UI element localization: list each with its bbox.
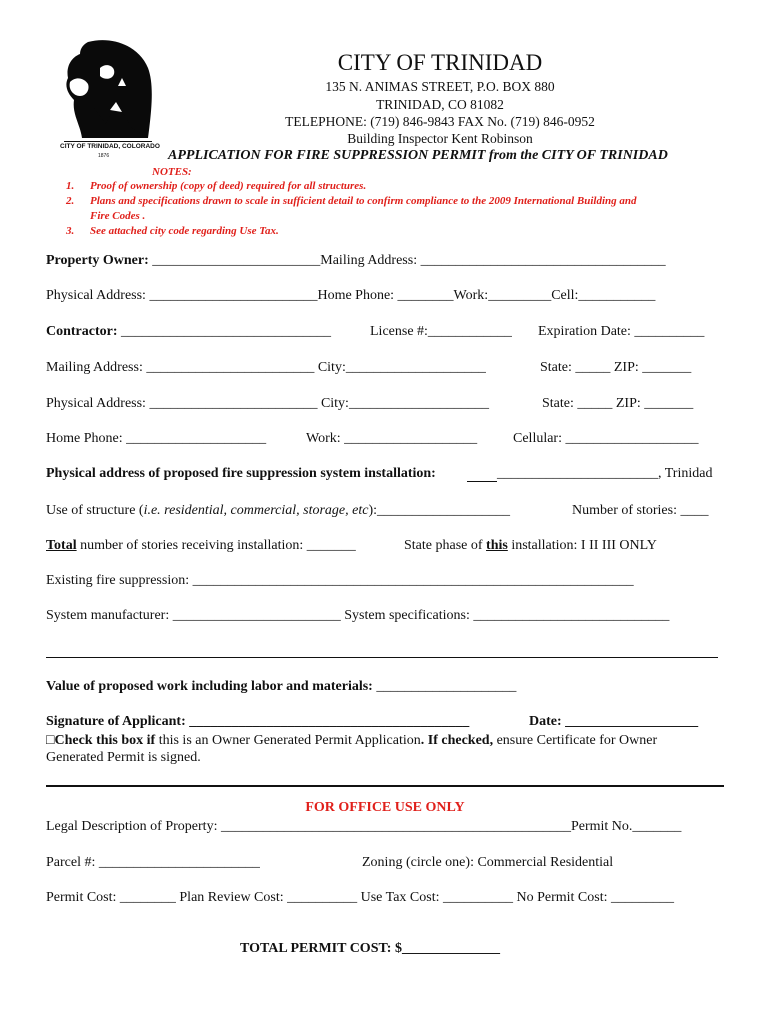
note-2-text: Plans and specifications drawn to scale in sufficient detail to confirm compliance to the 2009 International Building and	[90, 195, 637, 207]
zoning-options[interactable]: Zoning (circle one): Commercial Residential	[362, 855, 614, 870]
state-phase-row[interactable]	[404, 538, 657, 554]
expiration-date-field[interactable]: Expiration Date: __________	[538, 324, 705, 339]
total-permit-cost-label: TOTAL PERMIT COST: $	[240, 941, 402, 956]
mailing-address-field[interactable]: Mailing Address: ___________________________________	[320, 253, 666, 268]
city-title: CITY OF TRINIDAD	[337, 50, 543, 75]
signature-row[interactable]	[46, 714, 469, 730]
physical-address-row	[46, 288, 655, 304]
contractor-label: Contractor:	[46, 324, 118, 339]
total-permit-cost-row[interactable]	[240, 941, 500, 957]
contractor-field[interactable]: ______________________________	[117, 324, 332, 339]
logo-caption: CITY OF TRINIDAD, COLORADO	[60, 143, 160, 150]
use-structure-label: Use of structure (	[46, 503, 144, 518]
legal-description-field[interactable]: Legal Description of Property: __________________________________________________Permit No._______	[46, 819, 682, 834]
note-3-text: See attached city code regarding Use Tax.	[90, 225, 279, 237]
date-field[interactable]: ___________________	[561, 714, 699, 729]
if-checked-text: . If checked,	[420, 733, 494, 748]
install-address-row	[46, 466, 436, 482]
signature-label: Signature of Applicant:	[46, 714, 186, 729]
contractor-mailing-address-field[interactable]: Mailing Address: ________________________ City:____________________	[46, 360, 486, 375]
owner-generated-checkbox[interactable]: □Check this box if	[46, 733, 156, 748]
contractor-mailing-state-zip[interactable]: State: _____ ZIP: _______	[540, 360, 692, 375]
total-stories-field[interactable]: number of stories receiving installation: _______	[76, 538, 356, 553]
state-phase-label: State phase of	[404, 538, 487, 553]
date-label: Date:	[529, 714, 562, 729]
city-seal-logo	[60, 38, 160, 162]
state-phase-options[interactable]: installation: I II III ONLY	[507, 538, 657, 553]
install-address-label: Physical address of proposed fire suppression system installation:	[46, 466, 436, 481]
owner-generated-checkbox-row[interactable]	[46, 733, 657, 749]
number-of-stories-field[interactable]: Number of stories: ____	[572, 503, 709, 518]
contractor-home-phone-field[interactable]: Home Phone: ____________________	[46, 431, 267, 446]
city-state-zip: TRINIDAD, CO 81082	[376, 97, 504, 112]
contractor-physical-address-field[interactable]: Physical Address: ________________________ City:____________________	[46, 396, 489, 411]
logo-year: 1876	[98, 153, 110, 159]
blank-line[interactable]	[46, 657, 718, 658]
value-of-work-field[interactable]: ____________________	[372, 679, 517, 694]
note-3-number: 3.	[66, 225, 75, 237]
owner-generated-text-line2: Generated Permit is signed.	[46, 750, 201, 765]
owner-generated-text: this is an Owner Generated Permit Application	[155, 733, 421, 748]
contractor-cellular-field[interactable]: Cellular: ___________________	[513, 431, 699, 446]
application-title: APPLICATION FOR FIRE SUPPRESSION PERMIT from the CITY OF TRINIDAD	[168, 148, 668, 163]
parcel-field[interactable]: Parcel #: _______________________	[46, 855, 260, 870]
value-of-work-label: Value of proposed work including labor and materials:	[46, 679, 373, 694]
section-divider	[46, 785, 724, 787]
use-of-structure-row[interactable]	[46, 503, 510, 519]
physical-address-field[interactable]: Physical Address: ________________________	[46, 288, 318, 303]
existing-suppression-field[interactable]: Existing fire suppression: _______________________________________________________________	[46, 573, 634, 588]
phone-work-cell-fields[interactable]: Home Phone: ________Work:_________Cell:___________	[317, 288, 656, 303]
contractor-row	[46, 324, 331, 340]
building-inspector: Building Inspector Kent Robinson	[347, 131, 533, 146]
install-address-field[interactable]: _______________________, Trinidad	[497, 466, 713, 481]
note-2-number: 2.	[66, 195, 75, 207]
cost-fields[interactable]: Permit Cost: ________ Plan Review Cost: __________ Use Tax Cost: __________ No Permit Cost: _________	[46, 890, 674, 905]
signature-field[interactable]: ________________________________________	[185, 714, 470, 729]
license-field[interactable]: License #:____________	[370, 324, 512, 339]
notes-heading: NOTES:	[152, 166, 192, 178]
property-owner-field[interactable]: ________________________	[148, 253, 321, 268]
city-address: 135 N. ANIMAS STREET, P.O. BOX 880	[325, 79, 555, 94]
state-phase-this: this	[486, 538, 508, 553]
install-address-underline	[467, 481, 497, 482]
city-phone-fax: TELEPHONE: (719) 846-9843 FAX No. (719) 846-0952	[285, 114, 595, 129]
note-1-number: 1.	[66, 180, 75, 192]
property-owner-label: Property Owner:	[46, 253, 149, 268]
total-permit-cost-field[interactable]: ______________	[401, 941, 500, 956]
contractor-physical-state-zip[interactable]: State: _____ ZIP: _______	[542, 396, 694, 411]
total-stories-row[interactable]	[46, 538, 356, 554]
use-structure-field[interactable]: ):___________________	[368, 503, 510, 518]
value-of-work-row[interactable]	[46, 679, 516, 695]
total-word: Total	[46, 538, 77, 553]
contractor-work-field[interactable]: Work: ___________________	[306, 431, 478, 446]
note-1-text: Proof of ownership (copy of deed) required for all structures.	[90, 180, 367, 192]
date-row[interactable]	[529, 714, 698, 730]
note-2-continued: Fire Codes .	[90, 210, 146, 222]
certificate-text: ensure Certificate for Owner	[493, 733, 658, 748]
system-manufacturer-field[interactable]: System manufacturer: ________________________ System specifications: ____________________________	[46, 608, 670, 623]
use-structure-examples: i.e. residential, commercial, storage, etc	[143, 503, 369, 518]
property-owner-row	[46, 253, 666, 269]
office-use-heading: FOR OFFICE USE ONLY	[305, 800, 465, 815]
